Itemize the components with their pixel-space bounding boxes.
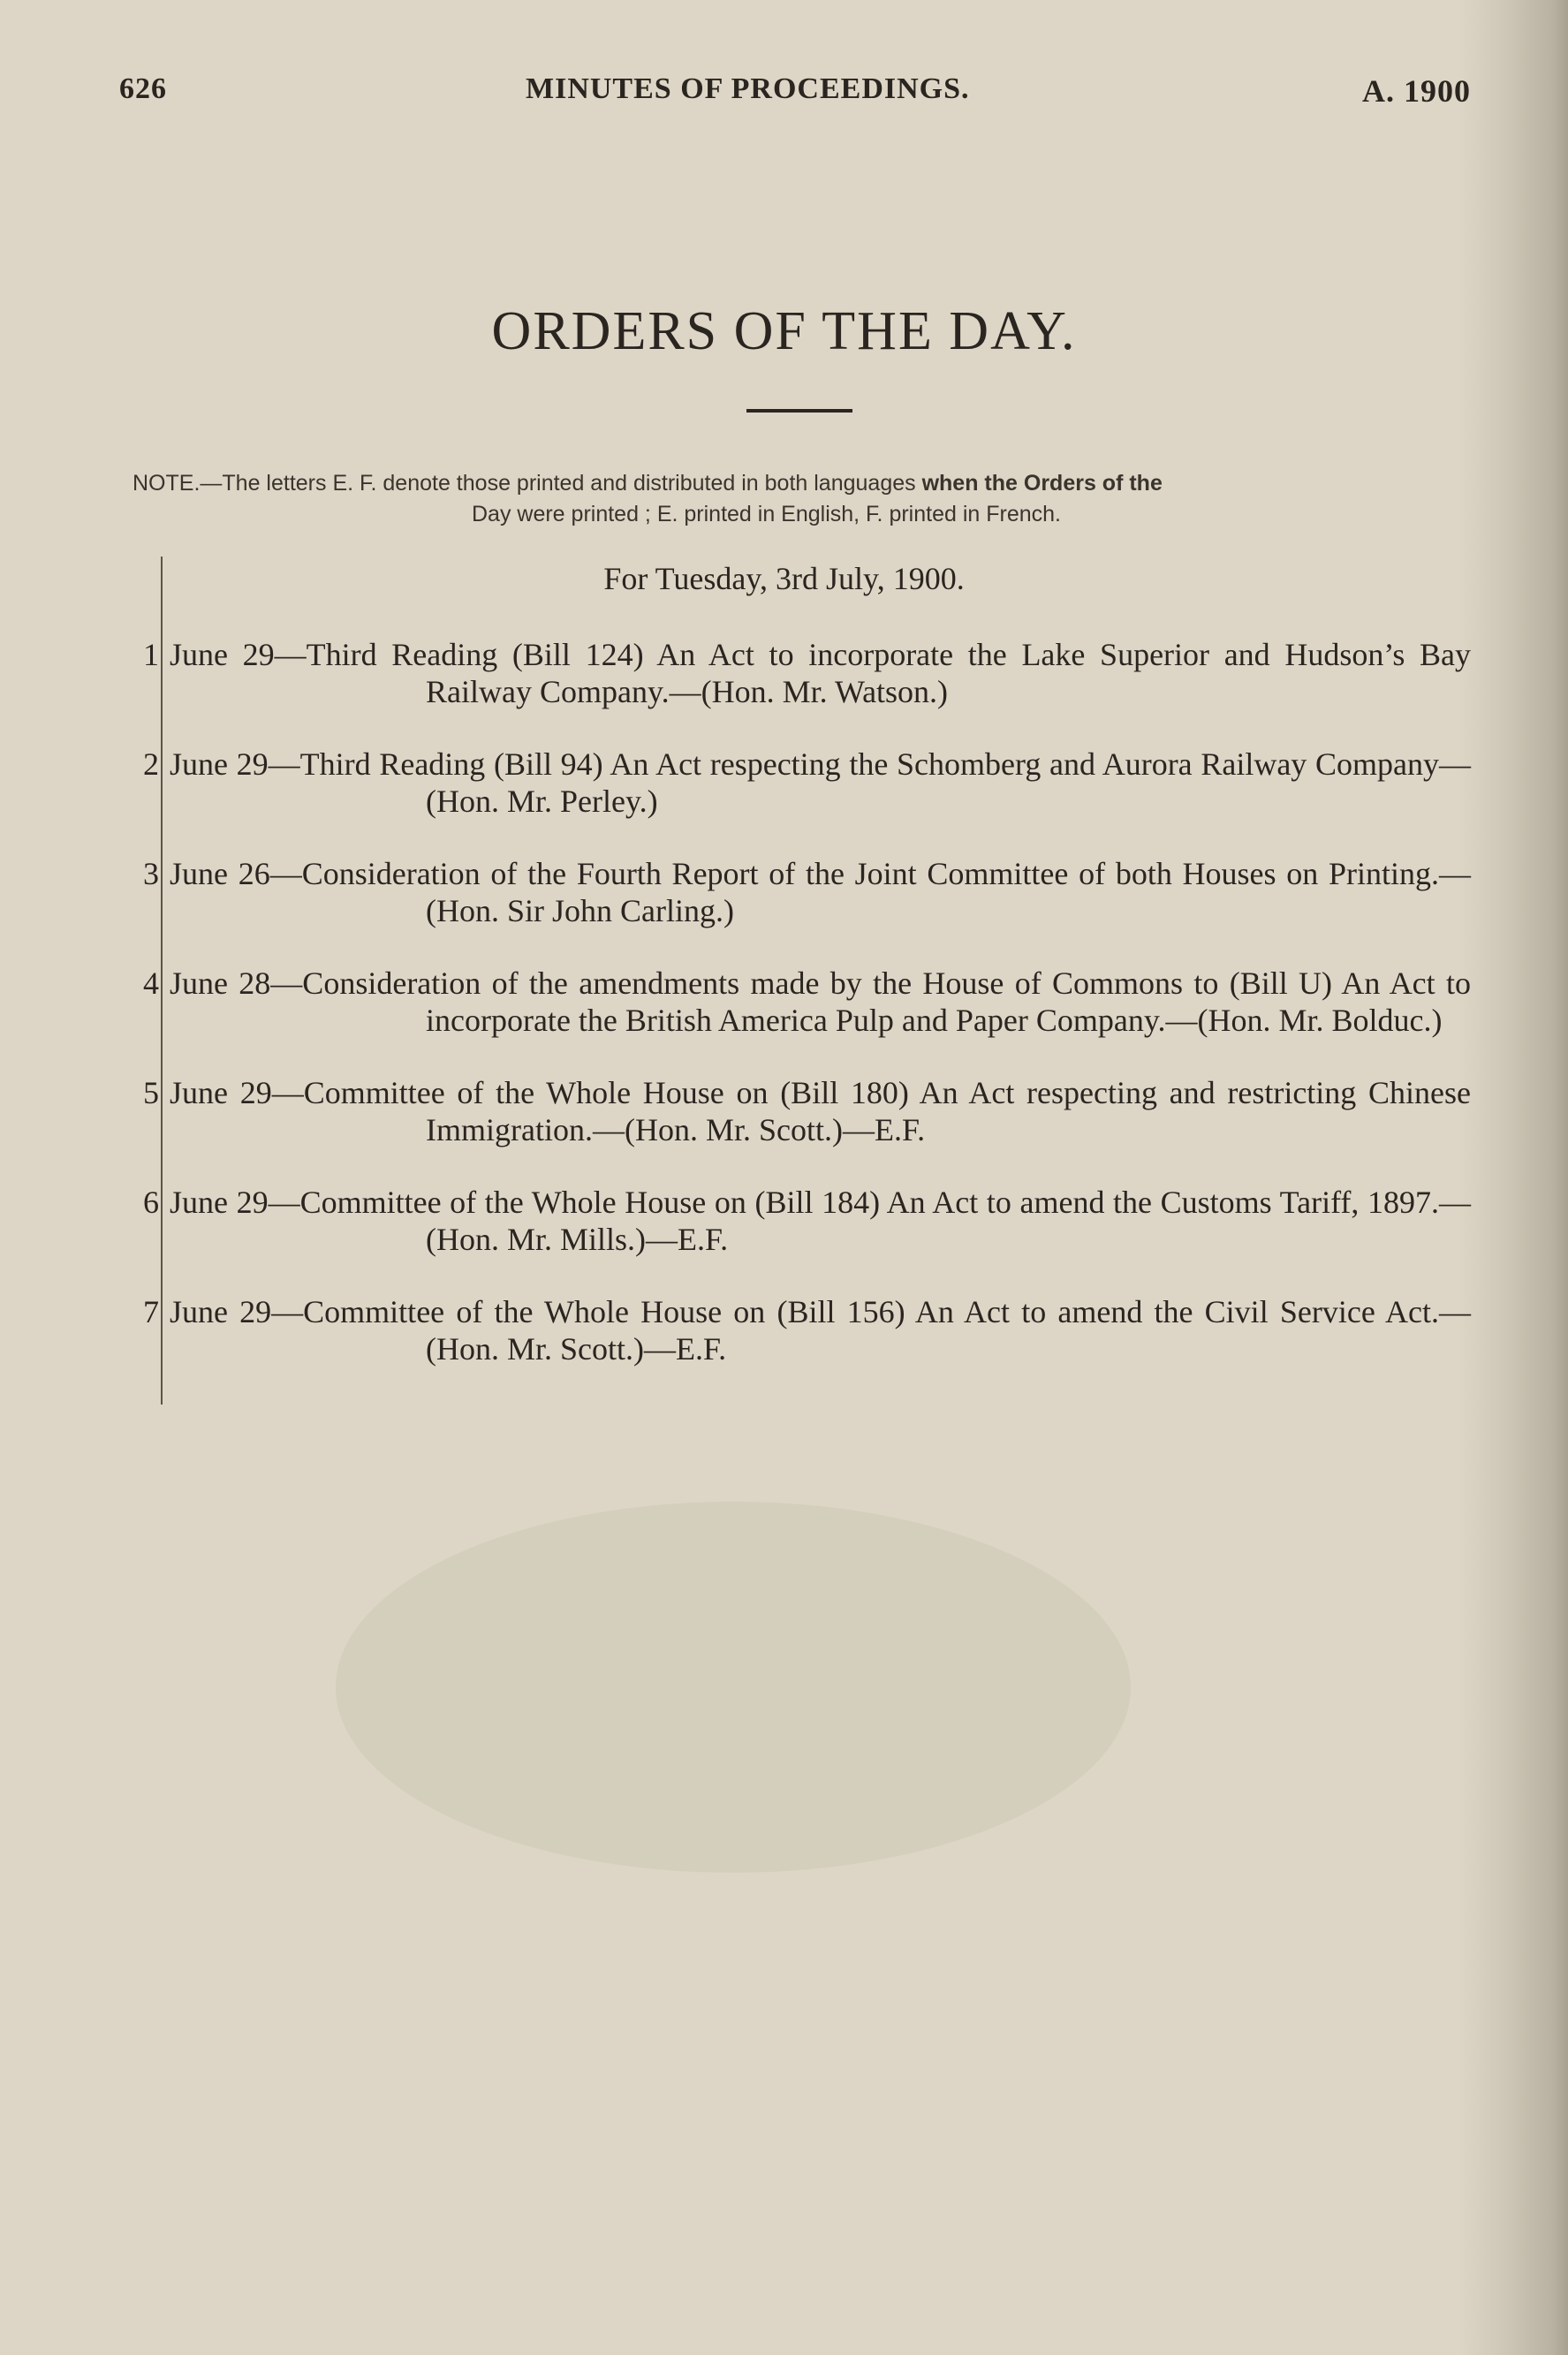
order-text: June 29—Committee of the Whole House on (Bill 180) An Act respecting and restricting Chinese Immigration.—(Hon. Mr. Scott.)—E.F.	[170, 1075, 1471, 1147]
order-number: 4	[143, 965, 159, 1001]
order-text: June 28—Consideration of the amendments made by the House of Commons to (Bill U) An Act to incorporate the British America Pulp and Paper Company.—(Hon. Mr. Bolduc.)	[170, 965, 1471, 1038]
note-prefix: NOTE.—The letters E. F. denote those printed and distributed in both languages	[133, 471, 916, 496]
orders-list	[124, 636, 1471, 1403]
heading-divider	[746, 409, 852, 413]
order-text: June 29—Committee of the Whole House on (Bill 184) An Act to amend the Customs Tariff, 1897.—(Hon. Mr. Mills.)—E.F.	[170, 1185, 1471, 1257]
order-number: 6	[143, 1185, 159, 1220]
section-heading: ORDERS OF THE DAY.	[491, 301, 1077, 361]
order-number: 3	[143, 856, 159, 891]
order-number: 7	[143, 1294, 159, 1329]
page-number: 626	[119, 72, 167, 105]
order-item	[124, 1184, 1471, 1258]
printing-note	[133, 468, 1471, 530]
order-text: June 26—Consideration of the Fourth Report of the Joint Committee of both Houses on Printing.—(Hon. Sir John Carling.)	[170, 856, 1471, 928]
session-year: A. 1900	[1362, 73, 1471, 109]
order-item	[124, 965, 1471, 1039]
order-text: June 29—Third Reading (Bill 124) An Act to incorporate the Lake Superior and Hudson’s Bay Railway Company.—(Hon. Mr. Watson.)	[170, 637, 1471, 709]
sitting-date: For Tuesday, 3rd July, 1900.	[603, 561, 965, 596]
running-title: MINUTES OF PROCEEDINGS.	[526, 72, 970, 105]
order-item	[124, 636, 1471, 710]
order-item	[124, 1074, 1471, 1148]
order-number: 5	[143, 1075, 159, 1110]
order-item	[124, 1293, 1471, 1367]
note-bold: when the Orders of the	[921, 471, 1163, 496]
order-item	[124, 746, 1471, 820]
order-item	[124, 855, 1471, 929]
running-head	[119, 72, 1471, 125]
order-text: June 29—Committee of the Whole House on (Bill 156) An Act to amend the Civil Service Act.—(Hon. Mr. Scott.)—E.F.	[170, 1294, 1471, 1367]
order-text: June 29—Third Reading (Bill 94) An Act respecting the Schomberg and Aurora Railway Company—(Hon. Mr. Perley.)	[170, 746, 1471, 819]
order-number: 2	[143, 746, 159, 782]
note-line-2: Day were printed ; E. printed in English, F. printed in French.	[472, 502, 1061, 526]
bleed-through-smudge	[336, 1502, 1131, 1873]
order-number: 1	[143, 637, 159, 672]
